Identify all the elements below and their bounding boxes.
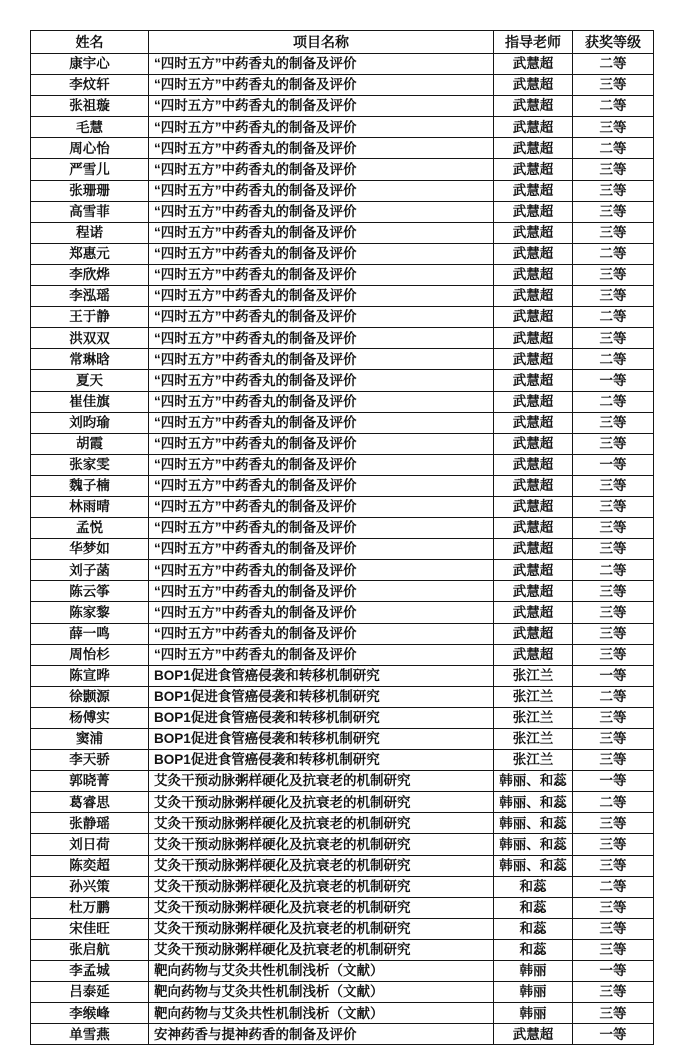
teacher-cell: 武慧超 [494, 496, 573, 517]
table-row [31, 897, 654, 918]
project-cell: “四时五方”中药香丸的制备及评价 [149, 307, 494, 328]
teacher-cell: 韩丽、和蕊 [494, 771, 573, 792]
table-row [31, 307, 654, 328]
table-row [31, 180, 654, 201]
name-cell: 张珊珊 [31, 180, 149, 201]
teacher-cell: 武慧超 [494, 623, 573, 644]
table-row [31, 918, 654, 939]
teacher-cell: 和蕊 [494, 876, 573, 897]
project-cell: “四时五方”中药香丸的制备及评价 [149, 644, 494, 665]
table-row [31, 475, 654, 496]
award-cell: 三等 [573, 897, 654, 918]
table-row [31, 623, 654, 644]
project-cell: “四时五方”中药香丸的制备及评价 [149, 180, 494, 201]
project-cell: 靶向药物与艾灸共性机制浅析（文献） [149, 1003, 494, 1024]
teacher-cell: 武慧超 [494, 581, 573, 602]
award-cell: 三等 [573, 518, 654, 539]
award-cell: 一等 [573, 665, 654, 686]
project-cell: 艾灸干预动脉粥样硬化及抗衰老的机制研究 [149, 897, 494, 918]
teacher-cell: 张江兰 [494, 729, 573, 750]
award-cell: 三等 [573, 412, 654, 433]
award-cell: 三等 [573, 855, 654, 876]
project-cell: 艾灸干预动脉粥样硬化及抗衰老的机制研究 [149, 813, 494, 834]
name-cell: 杨傅实 [31, 707, 149, 728]
award-cell: 一等 [573, 961, 654, 982]
name-cell: 华梦如 [31, 539, 149, 560]
name-cell: 严雪儿 [31, 159, 149, 180]
table-row [31, 644, 654, 665]
project-cell: 艾灸干预动脉粥样硬化及抗衰老的机制研究 [149, 939, 494, 960]
award-cell: 三等 [573, 286, 654, 307]
project-cell: 艾灸干预动脉粥样硬化及抗衰老的机制研究 [149, 834, 494, 855]
table-row [31, 1024, 654, 1045]
table-row [31, 117, 654, 138]
award-cell: 二等 [573, 307, 654, 328]
project-cell: “四时五方”中药香丸的制备及评价 [149, 539, 494, 560]
name-cell: 高雪菲 [31, 201, 149, 222]
award-cell: 三等 [573, 117, 654, 138]
name-cell: 郭晓菁 [31, 771, 149, 792]
award-cell: 一等 [573, 454, 654, 475]
project-cell: “四时五方”中药香丸的制备及评价 [149, 581, 494, 602]
name-cell: 陈家黎 [31, 602, 149, 623]
award-cell: 三等 [573, 159, 654, 180]
award-cell: 三等 [573, 750, 654, 771]
name-cell: 杜万鹏 [31, 897, 149, 918]
teacher-cell: 武慧超 [494, 286, 573, 307]
project-cell: 艾灸干预动脉粥样硬化及抗衰老的机制研究 [149, 771, 494, 792]
teacher-cell: 张江兰 [494, 750, 573, 771]
project-cell: BOP1促进食管癌侵袭和转移机制研究 [149, 707, 494, 728]
table-row [31, 581, 654, 602]
table-row [31, 771, 654, 792]
header-name: 姓名 [31, 31, 149, 54]
project-cell: 艾灸干预动脉粥样硬化及抗衰老的机制研究 [149, 792, 494, 813]
table-row [31, 370, 654, 391]
table-body [31, 54, 654, 1045]
name-cell: 洪双双 [31, 328, 149, 349]
table-row [31, 876, 654, 897]
award-cell: 三等 [573, 264, 654, 285]
teacher-cell: 和蕊 [494, 939, 573, 960]
project-cell: 靶向药物与艾灸共性机制浅析（文献） [149, 982, 494, 1003]
project-cell: “四时五方”中药香丸的制备及评价 [149, 243, 494, 264]
table-row [31, 813, 654, 834]
award-cell: 三等 [573, 939, 654, 960]
teacher-cell: 武慧超 [494, 159, 573, 180]
award-cell: 三等 [573, 602, 654, 623]
name-cell: 刘日荷 [31, 834, 149, 855]
award-cell: 三等 [573, 581, 654, 602]
name-cell: 陈奕超 [31, 855, 149, 876]
award-cell: 三等 [573, 918, 654, 939]
name-cell: 陈云筝 [31, 581, 149, 602]
name-cell: 张祖璇 [31, 96, 149, 117]
name-cell: 孙兴策 [31, 876, 149, 897]
project-cell: BOP1促进食管癌侵袭和转移机制研究 [149, 665, 494, 686]
teacher-cell: 武慧超 [494, 201, 573, 222]
teacher-cell: 武慧超 [494, 307, 573, 328]
name-cell: 刘昀瑜 [31, 412, 149, 433]
award-cell: 三等 [573, 75, 654, 96]
header-teacher: 指导老师 [494, 31, 573, 54]
name-cell: 胡霞 [31, 433, 149, 454]
table-row [31, 412, 654, 433]
table-row [31, 75, 654, 96]
teacher-cell: 武慧超 [494, 96, 573, 117]
project-cell: “四时五方”中药香丸的制备及评价 [149, 560, 494, 581]
teacher-cell: 张江兰 [494, 665, 573, 686]
name-cell: 李泓瑶 [31, 286, 149, 307]
project-cell: “四时五方”中药香丸的制备及评价 [149, 349, 494, 370]
award-cell: 三等 [573, 433, 654, 454]
table-row [31, 328, 654, 349]
award-cell: 二等 [573, 391, 654, 412]
table-row [31, 792, 654, 813]
name-cell: 陈宣晔 [31, 665, 149, 686]
teacher-cell: 武慧超 [494, 475, 573, 496]
project-cell: “四时五方”中药香丸的制备及评价 [149, 222, 494, 243]
project-cell: “四时五方”中药香丸的制备及评价 [149, 412, 494, 433]
award-cell: 一等 [573, 1024, 654, 1045]
table-row [31, 982, 654, 1003]
teacher-cell: 韩丽、和蕊 [494, 792, 573, 813]
teacher-cell: 武慧超 [494, 518, 573, 539]
award-cell: 三等 [573, 222, 654, 243]
header-project: 项目名称 [149, 31, 494, 54]
teacher-cell: 武慧超 [494, 349, 573, 370]
table-row [31, 539, 654, 560]
project-cell: “四时五方”中药香丸的制备及评价 [149, 475, 494, 496]
teacher-cell: 韩丽 [494, 961, 573, 982]
table-row [31, 518, 654, 539]
name-cell: 林雨晴 [31, 496, 149, 517]
award-cell: 三等 [573, 813, 654, 834]
teacher-cell: 武慧超 [494, 264, 573, 285]
award-cell: 二等 [573, 138, 654, 159]
table-row [31, 939, 654, 960]
award-cell: 三等 [573, 982, 654, 1003]
project-cell: “四时五方”中药香丸的制备及评价 [149, 518, 494, 539]
award-cell: 二等 [573, 876, 654, 897]
award-cell: 二等 [573, 96, 654, 117]
table-row [31, 454, 654, 475]
project-cell: “四时五方”中药香丸的制备及评价 [149, 117, 494, 138]
table-row [31, 243, 654, 264]
teacher-cell: 武慧超 [494, 412, 573, 433]
teacher-cell: 武慧超 [494, 222, 573, 243]
award-cell: 二等 [573, 686, 654, 707]
name-cell: 夏天 [31, 370, 149, 391]
teacher-cell: 武慧超 [494, 602, 573, 623]
project-cell: 靶向药物与艾灸共性机制浅析（文献） [149, 961, 494, 982]
project-cell: 安神药香与提神药香的制备及评价 [149, 1024, 494, 1045]
table-row [31, 834, 654, 855]
name-cell: 程诺 [31, 222, 149, 243]
award-cell: 二等 [573, 243, 654, 264]
teacher-cell: 武慧超 [494, 243, 573, 264]
table-row [31, 496, 654, 517]
award-cell: 二等 [573, 349, 654, 370]
header-award: 获奖等级 [573, 31, 654, 54]
awards-table [30, 30, 654, 1045]
project-cell: BOP1促进食管癌侵袭和转移机制研究 [149, 686, 494, 707]
table-row [31, 391, 654, 412]
teacher-cell: 武慧超 [494, 328, 573, 349]
name-cell: 孟悦 [31, 518, 149, 539]
teacher-cell: 武慧超 [494, 644, 573, 665]
table-row [31, 961, 654, 982]
teacher-cell: 武慧超 [494, 560, 573, 581]
name-cell: 毛慧 [31, 117, 149, 138]
teacher-cell: 韩丽、和蕊 [494, 834, 573, 855]
project-cell: “四时五方”中药香丸的制备及评价 [149, 623, 494, 644]
project-cell: 艾灸干预动脉粥样硬化及抗衰老的机制研究 [149, 918, 494, 939]
name-cell: 王于静 [31, 307, 149, 328]
award-cell: 三等 [573, 328, 654, 349]
table-row [31, 349, 654, 370]
award-cell: 三等 [573, 496, 654, 517]
teacher-cell: 武慧超 [494, 117, 573, 138]
project-cell: BOP1促进食管癌侵袭和转移机制研究 [149, 750, 494, 771]
award-cell: 三等 [573, 623, 654, 644]
project-cell: 艾灸干预动脉粥样硬化及抗衰老的机制研究 [149, 855, 494, 876]
award-cell: 三等 [573, 707, 654, 728]
table-row [31, 222, 654, 243]
teacher-cell: 武慧超 [494, 54, 573, 75]
table-row [31, 286, 654, 307]
teacher-cell: 韩丽 [494, 1003, 573, 1024]
name-cell: 康宇心 [31, 54, 149, 75]
name-cell: 李天骄 [31, 750, 149, 771]
project-cell: “四时五方”中药香丸的制备及评价 [149, 602, 494, 623]
header-row [31, 31, 654, 54]
project-cell: “四时五方”中药香丸的制备及评价 [149, 159, 494, 180]
award-cell: 三等 [573, 180, 654, 201]
teacher-cell: 武慧超 [494, 370, 573, 391]
project-cell: BOP1促进食管癌侵袭和转移机制研究 [149, 729, 494, 750]
name-cell: 周心怡 [31, 138, 149, 159]
award-cell: 二等 [573, 54, 654, 75]
teacher-cell: 武慧超 [494, 1024, 573, 1045]
table-row [31, 138, 654, 159]
name-cell: 李炆轩 [31, 75, 149, 96]
project-cell: 艾灸干预动脉粥样硬化及抗衰老的机制研究 [149, 876, 494, 897]
name-cell: 葛睿思 [31, 792, 149, 813]
name-cell: 宋佳旺 [31, 918, 149, 939]
teacher-cell: 和蕊 [494, 897, 573, 918]
table-row [31, 159, 654, 180]
name-cell: 张家雯 [31, 454, 149, 475]
name-cell: 吕泰延 [31, 982, 149, 1003]
award-cell: 三等 [573, 644, 654, 665]
table-row [31, 602, 654, 623]
teacher-cell: 张江兰 [494, 707, 573, 728]
teacher-cell: 武慧超 [494, 454, 573, 475]
project-cell: “四时五方”中药香丸的制备及评价 [149, 96, 494, 117]
award-cell: 二等 [573, 560, 654, 581]
teacher-cell: 张江兰 [494, 686, 573, 707]
award-cell: 三等 [573, 475, 654, 496]
name-cell: 郑惠元 [31, 243, 149, 264]
name-cell: 常琳晗 [31, 349, 149, 370]
teacher-cell: 武慧超 [494, 138, 573, 159]
project-cell: “四时五方”中药香丸的制备及评价 [149, 286, 494, 307]
table-row [31, 750, 654, 771]
project-cell: “四时五方”中药香丸的制备及评价 [149, 433, 494, 454]
teacher-cell: 韩丽、和蕊 [494, 813, 573, 834]
table-row [31, 855, 654, 876]
table-row [31, 729, 654, 750]
award-cell: 三等 [573, 1003, 654, 1024]
project-cell: “四时五方”中药香丸的制备及评价 [149, 496, 494, 517]
name-cell: 崔佳旗 [31, 391, 149, 412]
project-cell: “四时五方”中药香丸的制备及评价 [149, 391, 494, 412]
project-cell: “四时五方”中药香丸的制备及评价 [149, 454, 494, 475]
award-cell: 三等 [573, 201, 654, 222]
name-cell: 徐颢源 [31, 686, 149, 707]
project-cell: “四时五方”中药香丸的制备及评价 [149, 264, 494, 285]
name-cell: 李缑峰 [31, 1003, 149, 1024]
name-cell: 张启航 [31, 939, 149, 960]
award-cell: 三等 [573, 834, 654, 855]
name-cell: 窦浦 [31, 729, 149, 750]
teacher-cell: 和蕊 [494, 918, 573, 939]
table-row [31, 54, 654, 75]
project-cell: “四时五方”中药香丸的制备及评价 [149, 54, 494, 75]
project-cell: “四时五方”中药香丸的制备及评价 [149, 328, 494, 349]
teacher-cell: 武慧超 [494, 180, 573, 201]
teacher-cell: 武慧超 [494, 433, 573, 454]
table-row [31, 201, 654, 222]
table-row [31, 264, 654, 285]
name-cell: 单雪燕 [31, 1024, 149, 1045]
table-row [31, 686, 654, 707]
name-cell: 周怡杉 [31, 644, 149, 665]
name-cell: 张静瑶 [31, 813, 149, 834]
award-cell: 一等 [573, 771, 654, 792]
name-cell: 李孟城 [31, 961, 149, 982]
award-cell: 一等 [573, 370, 654, 391]
table-row [31, 665, 654, 686]
name-cell: 魏子楠 [31, 475, 149, 496]
table-row [31, 560, 654, 581]
project-cell: “四时五方”中药香丸的制备及评价 [149, 201, 494, 222]
award-cell: 三等 [573, 729, 654, 750]
name-cell: 李欣烨 [31, 264, 149, 285]
name-cell: 薛一鸣 [31, 623, 149, 644]
project-cell: “四时五方”中药香丸的制备及评价 [149, 75, 494, 96]
teacher-cell: 武慧超 [494, 391, 573, 412]
name-cell: 刘子菡 [31, 560, 149, 581]
table-row [31, 1003, 654, 1024]
teacher-cell: 韩丽、和蕊 [494, 855, 573, 876]
project-cell: “四时五方”中药香丸的制备及评价 [149, 370, 494, 391]
award-cell: 三等 [573, 539, 654, 560]
teacher-cell: 武慧超 [494, 75, 573, 96]
table-row [31, 96, 654, 117]
table-row [31, 433, 654, 454]
award-cell: 二等 [573, 792, 654, 813]
teacher-cell: 韩丽 [494, 982, 573, 1003]
table-row [31, 707, 654, 728]
project-cell: “四时五方”中药香丸的制备及评价 [149, 138, 494, 159]
teacher-cell: 武慧超 [494, 539, 573, 560]
